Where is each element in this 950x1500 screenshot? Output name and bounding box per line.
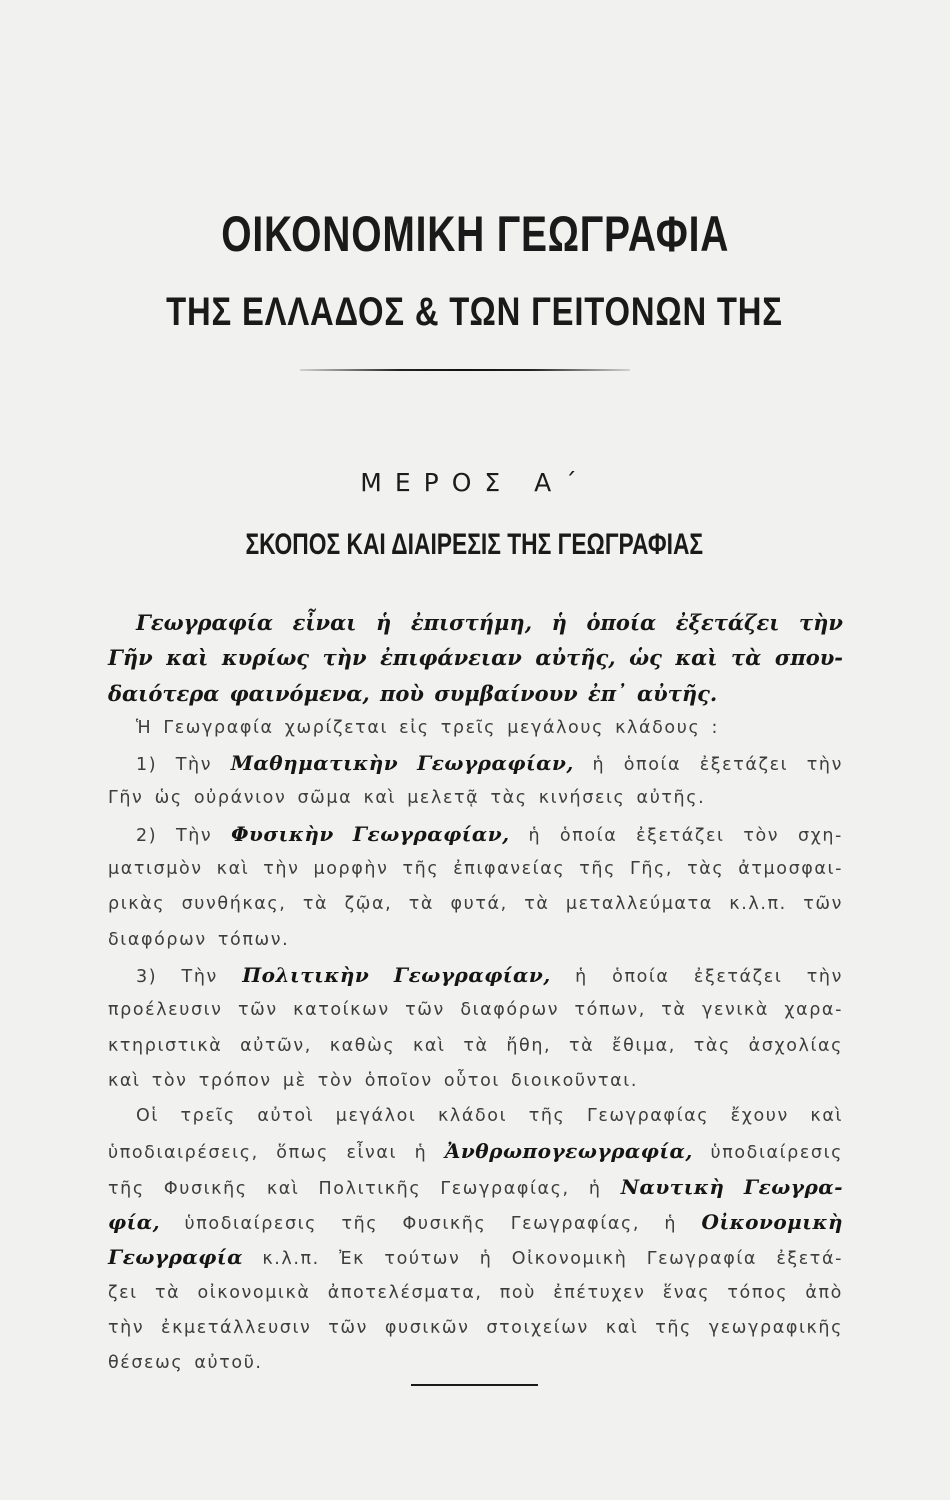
text-run: κ.λ.π. Ἐκ τούτων ἡ Οἰκονομικὴ Γεωγραφία ἐξετά- (262, 1249, 843, 1270)
subdivisions-line (108, 1170, 843, 1205)
branch-2-line (108, 817, 843, 852)
text-run: ὑποδιαίρεσις τῆς Φυσικῆς Γεωγραφίας, ἡ (184, 1214, 678, 1235)
text-run: ὑποδιαίρεσις (710, 1143, 843, 1164)
branch-3-line: κτηριστικὰ αὐτῶν, καθὼς καὶ τὰ ἤθη, τὰ ἔθιμα, τὰς ἀσχολίας (108, 1035, 843, 1056)
branch-2-line: ματισμὸν καὶ τὴν μορφὴν τῆς ἐπιφανείας τῆς Γῆς, τὰς ἀτμοσφαι- (108, 859, 843, 880)
book-title: ΟΙΚΟΝΟΜΙΚΗ ΓΕΩΓΡΑΦΙΑ (221, 206, 730, 262)
body-text (108, 605, 843, 1382)
title-divider (300, 369, 630, 371)
intro-line: Ἡ Γεωγραφία χωρίζεται εἰς τρεῖς μεγάλους κλάδους : (136, 717, 719, 738)
definition-line: Γῆν καὶ κυρίως τὴν ἐπιφάνειαν αὐτῆς, ὡς καὶ τὰ σπου- (108, 645, 843, 671)
subdivisions-line (108, 1240, 843, 1275)
branch-3-line: καὶ τὸν τρόπον μὲ τὸν ὁποῖον οὗτοι διοικοῦνται. (108, 1070, 638, 1091)
definition-line: δαιότερα φαινόμενα, ποὺ συμβαίνουν ἐπ᾽ αὐτῆς. (108, 680, 718, 706)
branch-2-line: διαφόρων τόπων. (108, 929, 290, 950)
end-rule (411, 1384, 538, 1386)
branch-name: Γεωγραφία (108, 1245, 243, 1270)
section-title: ΣΚΟΠΟΣ ΚΑΙ ΔΙΑΙΡΕΣΙΣ ΤΗΣ ΓΕΩΓΡΑΦΙΑΣ (245, 528, 704, 561)
branch-text: ἡ ὁποία ἐξετάζει τὴν (592, 755, 843, 776)
branch-2-line: ρικὰς συνθήκας, τὰ ζῷα, τὰ φυτά, τὰ μεταλλεύματα κ.λ.π. τῶν (108, 894, 843, 915)
definition-line: Γεωγραφία εἶναι ἡ ἐπιστήμη, ἡ ὁποία ἐξετάζει τὴν (136, 610, 843, 635)
branch-text: ἡ ὁποία ἐξετάζει τὴν (575, 966, 843, 987)
branch-number: 3) Τὴν (136, 966, 218, 987)
branch-1-line (108, 746, 843, 781)
branch-name: Φυσικὴν Γεωγραφίαν, (231, 821, 510, 846)
branch-number: 2) Τὴν (136, 825, 213, 846)
branch-number: 1) Τὴν (136, 755, 213, 776)
branch-3-line: προέλευσιν τῶν κατοίκων τῶν διαφόρων τόπων, τὰ γενικὰ χαρα- (108, 1000, 843, 1021)
subdivisions-line (108, 1205, 843, 1240)
branch-name: φία, (108, 1210, 161, 1235)
subdivisions-line: τὴν ἐκμετάλλευσιν τῶν φυσικῶν στοιχείων καὶ τῆς γεωγραφικῆς (108, 1317, 843, 1338)
branch-1-line: Γῆν ὡς οὐράνιον σῶμα καὶ μελετᾷ τὰς κινήσεις αὐτῆς. (108, 788, 706, 809)
branch-name: Ἀνθρωπογεωγραφία, (444, 1139, 693, 1164)
branch-name: Μαθηματικὴν Γεωγραφίαν, (230, 751, 574, 776)
subdivisions-line: ζει τὰ οἰκονομικὰ ἀποτελέσματα, ποὺ ἐπέτυχεν ἕνας τόπος ἀπὸ (108, 1282, 843, 1303)
book-subtitle: ΤΗΣ ΕΛΛΑΔΟΣ & ΤΩΝ ΓΕΙΤΟΝΩΝ ΤΗΣ (166, 290, 783, 334)
part-label: ΜΕΡΟΣ Α΄ (360, 468, 590, 497)
subdivisions-line: Οἱ τρεῖς αὐτοὶ μεγάλοι κλάδοι τῆς Γεωγραφίας ἔχουν καὶ (136, 1106, 843, 1127)
branch-3-line (108, 958, 843, 993)
text-run: τῆς Φυσικῆς καὶ Πολιτικῆς Γεωγραφίας, ἡ (108, 1178, 602, 1199)
branch-name: Οἰκονομικὴ (701, 1210, 844, 1235)
branch-name: Ναυτικὴ Γεωγρα- (620, 1174, 843, 1199)
subdivisions-line (108, 1134, 843, 1169)
branch-text: ἡ ὁποία ἐξετάζει τὸν σχη- (528, 825, 843, 846)
branch-name: Πολιτικὴν Γεωγραφίαν, (242, 962, 551, 987)
text-run: ὑποδιαιρέσεις, ὅπως εἶναι ἡ (108, 1143, 428, 1164)
subdivisions-line: θέσεως αὐτοῦ. (108, 1353, 263, 1374)
